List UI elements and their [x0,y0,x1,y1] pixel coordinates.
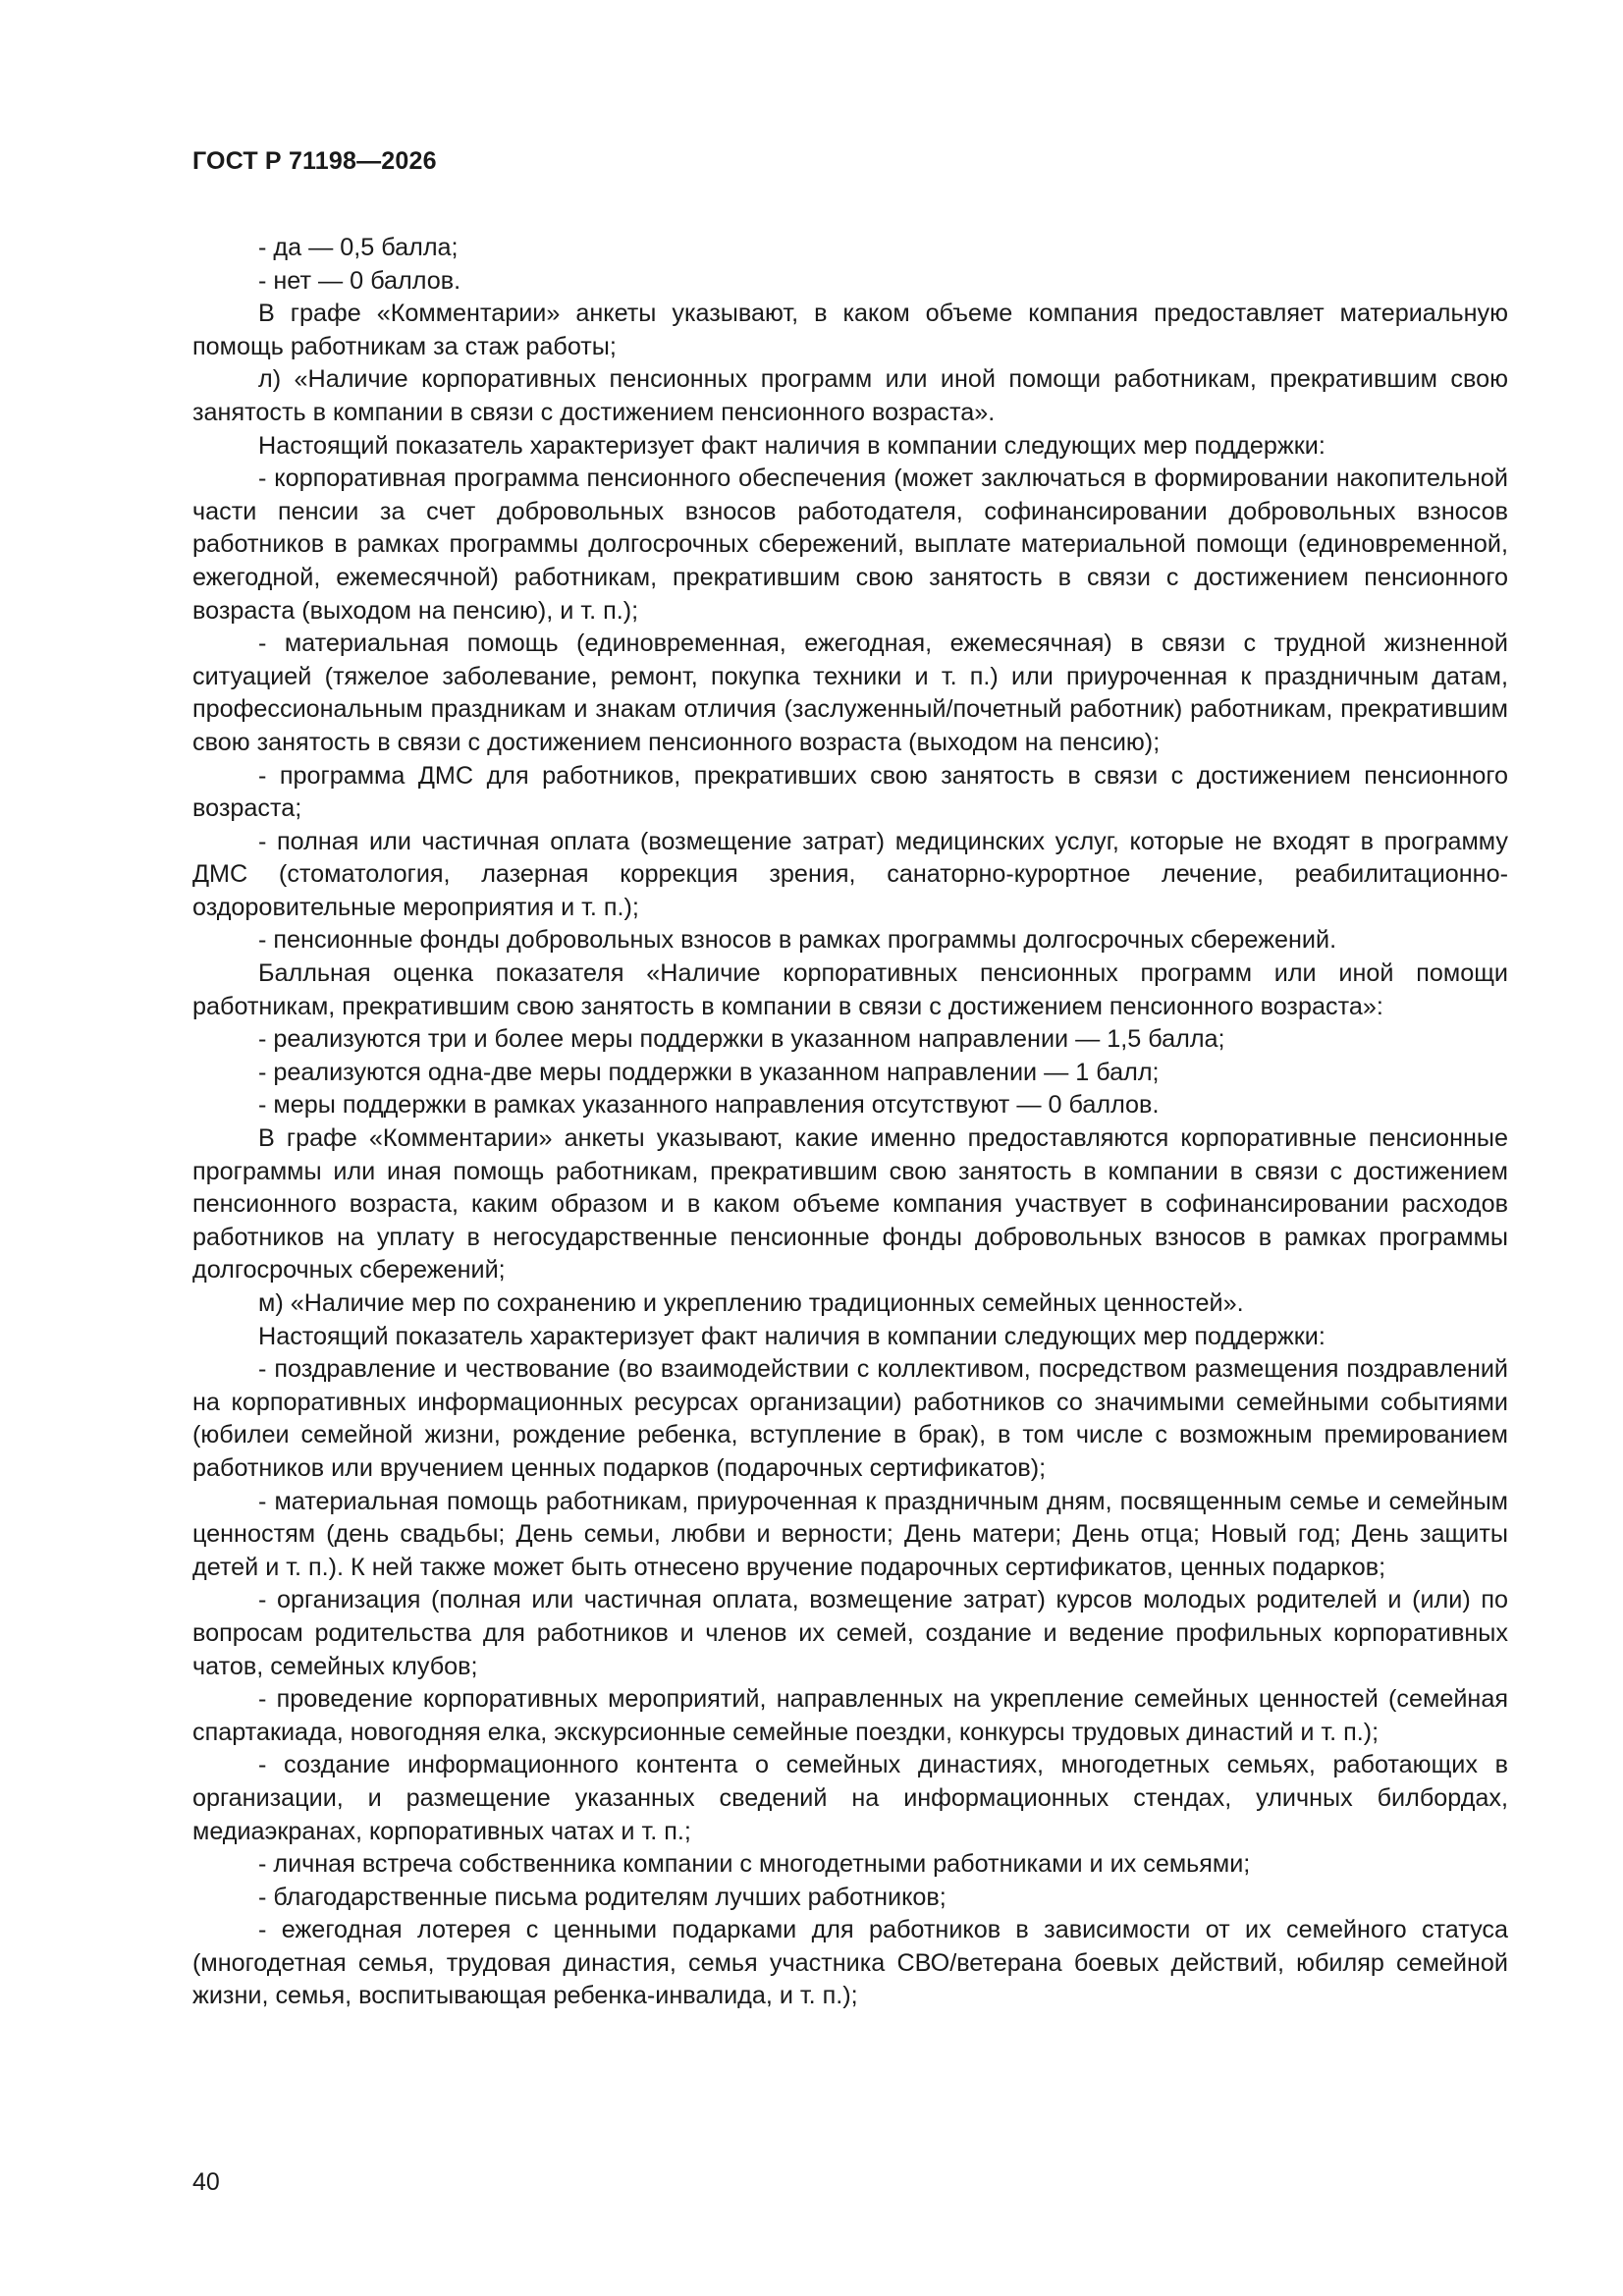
paragraph: - программа ДМС для работников, прекративших свою занятость в связи с достижением пенсионного возраста; [192,761,1508,823]
paragraph: - поздравление и чествование (во взаимодействии с коллективом, посредством размещения поздравлений на корпоративных информационных ресурсах организации) работников со значимыми семейными событиями (юбилеи семейной жизни, рождение ребенка, вступление в брак), в том числе с возможным премированием работников или вручением ценных подарков (подарочных сертификатов); [192,1355,1508,1482]
paragraph: л) «Наличие корпоративных пенсионных программ или иной помощи работникам, прекратившим свою занятость в компании в связи с достижением пенсионного возраста». [192,365,1508,426]
paragraph: - реализуются три и более меры поддержки в указанном направлении — 1,5 балла; [258,1025,1225,1054]
paragraph: - организация (полная или частичная оплата, возмещение затрат) курсов молодых родителей и (или) по вопросам родительства для работников и членов их семей, создание и ведение профильных корпоративных чатов, семейных клубов; [192,1586,1508,1680]
paragraph: - личная встреча собственника компании с многодетными работниками и их семьями; [258,1850,1251,1879]
paragraph: - корпоративная программа пенсионного обеспечения (может заключаться в формировании накопительной части пенсии за счет добровольных взносов работодателя, софинансировании добровольных взносов работников в рамках программы долгосрочных сбережений, выплате материальной помощи (единовременной, ежегодной, ежемесячной) работникам, прекратившим свою занятость в связи с достижением пенсионного возраста (выходом на пенсию), и т. п.); [192,465,1508,625]
paragraph: - ежегодная лотерея с ценными подарками для работников в зависимости от их семейного статуса (многодетная семья, трудовая династия, семья участника СВО/ветерана боевых действий, юбиляр семейной жизни, семья, воспитывающая ребенка-инвалида, и т. п.); [192,1916,1508,2010]
paragraph: - материальная помощь работникам, приуроченная к праздничным дням, посвященным семье и семейным ценностям (день свадьбы; День семьи, любви и верности; День матери; День отца; Новый год; День защиты детей и т. п.). К ней также может быть отнесено вручение подарочных сертификатов, ценных подарков; [192,1487,1508,1581]
paragraph: - материальная помощь (единовременная, ежегодная, ежемесячная) в связи с трудной жизненной ситуацией (тяжелое заболевание, ремонт, покупка техники и т. п.) или приуроченная к праздничным датам, профессиональным праздникам и знакам отличия (заслуженный/почетный работник) работникам, прекратившим свою занятость в связи с достижением пенсионного возраста (выходом на пенсию); [192,629,1508,756]
paragraph: - нет — 0 баллов. [258,266,461,295]
paragraph: - благодарственные письма родителям лучших работников; [258,1883,947,1911]
paragraph: - полная или частичная оплата (возмещение затрат) медицинских услуг, которые не входят в программу ДМС (стоматология, лазерная коррекция зрения, санаторно-курортное лечение, реабилитационно-оздоровительные мероприятия и т. п.); [192,827,1508,921]
paragraph: - да — 0,5 балла; [258,234,459,261]
paragraph: В графе «Комментарии» анкеты указывают, в каком объеме компания предоставляет материальную помощь работникам за стаж работы; [192,300,1508,360]
paragraph: В графе «Комментарии» анкеты указывают, какие именно предоставляются корпоративные пенсионные программы или иная помощь работникам, прекратившим свою занятость в компании в связи с достижением пенсионного возраста, каким образом и в каком объеме компания участвует в софинансировании расходов работников на уплату в негосударственные пенсионные фонды добровольных взносов в рамках программы долгосрочных сбережений; [192,1124,1508,1285]
paragraph: - создание информационного контента о семейных династиях, многодетных семьях, работающих в организации, и размещение указанных сведений на информационных стендах, уличных билбордах, медиаэкранах, корпоративных чатах и т. п.; [192,1751,1508,1845]
document-header: ГОСТ Р 71198—2026 [192,147,437,175]
paragraph: Балльная оценка показателя «Наличие корпоративных пенсионных программ или иной помощи работникам, прекратившим свою занятость в компании в связи с достижением пенсионного возраста»: [192,959,1508,1020]
page-number: 40 [192,2168,220,2196]
paragraph: - пенсионные фонды добровольных взносов в рамках программы долгосрочных сбережений. [258,926,1337,955]
paragraph: Настоящий показатель характеризует факт наличия в компании следующих мер поддержки: [258,431,1325,460]
paragraph: - реализуются одна-две меры поддержки в указанном направлении — 1 балл; [258,1058,1160,1086]
paragraph: Настоящий показатель характеризует факт наличия в компании следующих мер поддержки: [258,1322,1325,1350]
paragraph: м) «Наличие мер по сохранению и укреплению традиционных семейных ценностей». [258,1289,1244,1317]
paragraph: - меры поддержки в рамках указанного направления отсутствуют — 0 баллов. [258,1091,1160,1120]
document-body [192,232,1508,2013]
paragraph: - проведение корпоративных мероприятий, направленных на укрепление семейных ценностей (семейная спартакиада, новогодняя елка, экскурсионные семейные поездки, конкурсы трудовых династий и т. п.); [192,1685,1508,1746]
